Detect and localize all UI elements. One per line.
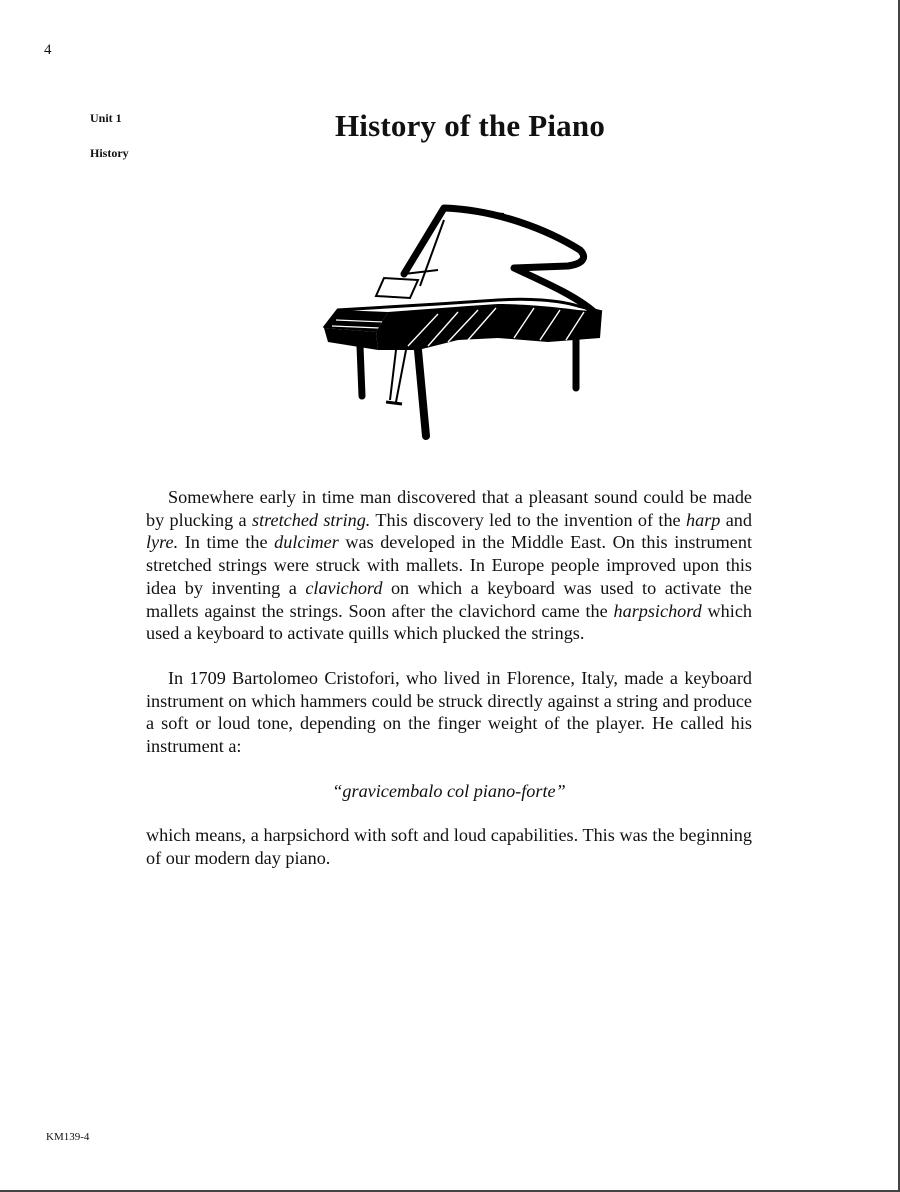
p1-text-5: was developed in the Middle East. On this instrument stretched strings were struck with mallets. In Europe people improved upon this idea by inventing a xyxy=(146,532,753,598)
p1-text-2: This discovery led to the invention of the xyxy=(370,509,686,530)
p1-italic-lyre: lyre. xyxy=(146,532,179,553)
p1-text-3: and xyxy=(720,509,752,530)
paragraph-1 xyxy=(146,486,752,645)
p1-italic-dulcimer: dulcimer xyxy=(274,532,339,553)
p1-italic-stretched-string: stretched string. xyxy=(252,509,371,530)
quote-gravicembalo: “gravicembalo col piano-forte” xyxy=(332,780,566,801)
p1-text-6: on which a keyboard was used to activate the mallets against the strings. Soon after the clavichord came the xyxy=(146,577,752,621)
body-text xyxy=(146,486,752,870)
p1-italic-harp: harp xyxy=(686,509,721,530)
page-title: History of the Piano xyxy=(334,108,606,143)
p1-italic-harpsichord: harpsichord xyxy=(613,600,702,621)
paragraph-2: In 1709 Bartolomeo Cristofori, who lived in Florence, Italy, made a keyboard instrument on which hammers could be struck directly against a string and produce a soft or loud tone, depending on the finger weight of the player. He called his instrument a: xyxy=(146,667,752,757)
page-number: 4 xyxy=(44,42,52,58)
p1-italic-clavichord: clavichord xyxy=(305,577,383,598)
p1-text-7: which used a keyboard to activate quills which plucked the strings. xyxy=(146,600,752,644)
p1-text-4: In time the xyxy=(178,532,275,553)
section-label: History xyxy=(90,146,129,160)
p1-text-1: Somewhere early in time man discovered that a pleasant sound could be made by plucking a xyxy=(146,487,752,530)
grand-piano-icon xyxy=(318,200,608,445)
paragraph-3: which means, a harpsichord with soft and loud capabilities. This was the beginning of our modern day piano. xyxy=(146,825,752,869)
footer-code: KM139-4 xyxy=(46,1131,90,1143)
unit-label: Unit 1 xyxy=(90,111,122,125)
